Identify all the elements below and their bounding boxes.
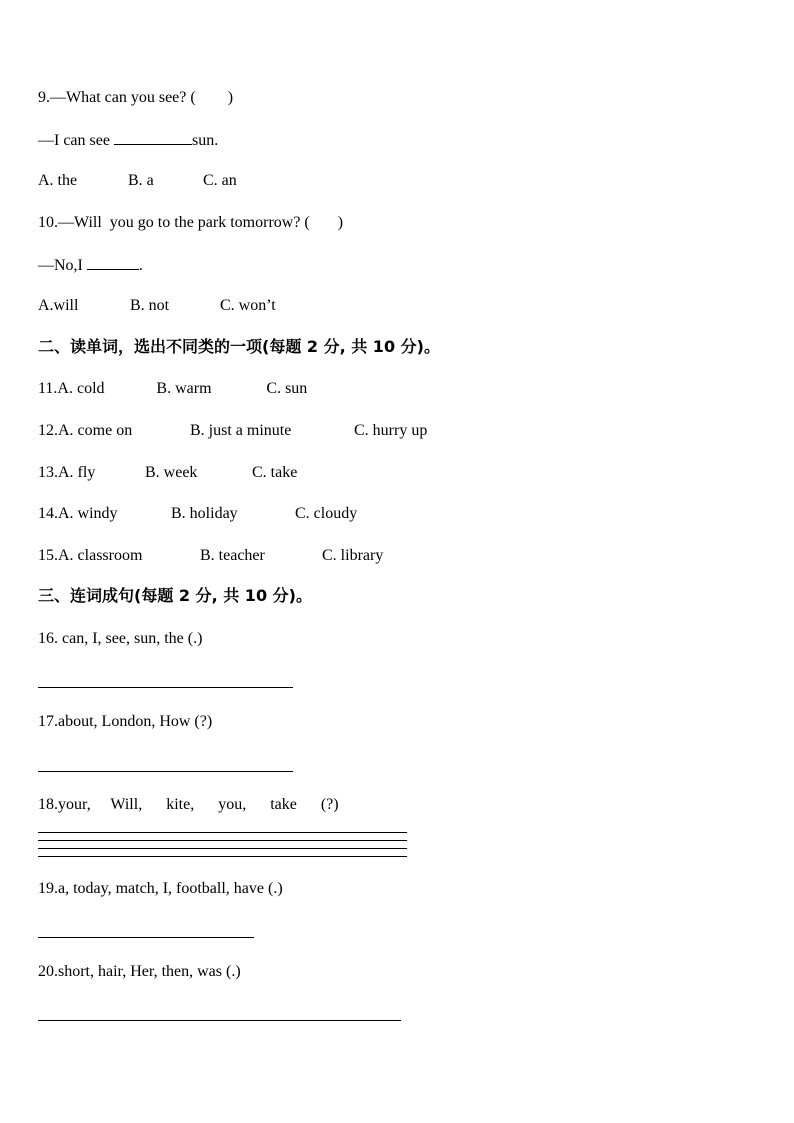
question-number: 12. xyxy=(38,422,58,439)
option-c[interactable]: C. cloudy xyxy=(295,505,358,522)
option-c[interactable]: C. an xyxy=(203,172,237,189)
question-15 xyxy=(38,546,383,566)
question-12 xyxy=(38,421,427,441)
answer-line[interactable] xyxy=(38,937,254,938)
option-c[interactable]: C. sun xyxy=(266,380,308,397)
question-14 xyxy=(38,504,357,524)
answer-line[interactable] xyxy=(38,840,407,841)
question-number: 14. xyxy=(38,505,58,522)
answer-line[interactable] xyxy=(38,1020,401,1021)
answer-prefix: —No,I xyxy=(38,257,83,274)
answer-prefix: —I can see xyxy=(38,132,110,149)
option-a[interactable]: A.will xyxy=(38,297,79,314)
answer-line[interactable] xyxy=(38,832,407,833)
question-10-answer xyxy=(38,255,143,276)
option-a[interactable]: A. the xyxy=(38,172,78,189)
answer-blank[interactable] xyxy=(114,130,192,145)
question-9-answer xyxy=(38,130,218,151)
question-10: 10.—Will you go to the park tomorrow? ( ) xyxy=(38,214,344,231)
question-20: 20.short, hair, Her, then, was (.) xyxy=(38,963,241,980)
answer-line[interactable] xyxy=(38,771,293,772)
option-a[interactable]: A. classroom xyxy=(58,547,143,564)
option-a[interactable]: A. cold xyxy=(57,380,105,397)
section-3-heading: 三、连词成句(每题 2 分, 共 10 分)。 xyxy=(38,586,312,605)
question-number: 15. xyxy=(38,547,58,564)
option-b[interactable]: B. week xyxy=(145,464,198,481)
option-b[interactable]: B. holiday xyxy=(171,505,238,522)
answer-line[interactable] xyxy=(38,856,407,857)
option-b[interactable]: B. not xyxy=(130,297,170,314)
answer-line[interactable] xyxy=(38,687,293,688)
option-a[interactable]: A. come on xyxy=(58,422,133,439)
answer-blank[interactable] xyxy=(87,255,139,270)
question-9: 9.—What can you see? ( ) xyxy=(38,89,234,106)
question-9-options xyxy=(38,171,237,191)
option-c[interactable]: C. library xyxy=(322,547,384,564)
option-c[interactable]: C. hurry up xyxy=(354,422,428,439)
question-number: 11. xyxy=(38,380,58,397)
option-b[interactable]: B. teacher xyxy=(200,547,265,564)
answer-suffix: sun. xyxy=(191,132,219,149)
option-b[interactable]: B. just a minute xyxy=(190,422,292,439)
question-number: 13. xyxy=(38,464,58,481)
section-2-heading: 二、读单词，选出不同类的一项(每题 2 分, 共 10 分)。 xyxy=(38,337,440,356)
option-c[interactable]: C. won’t xyxy=(220,297,276,314)
question-11 xyxy=(38,379,307,399)
option-c[interactable]: C. take xyxy=(252,464,298,481)
option-a[interactable]: A. windy xyxy=(58,505,118,522)
question-18: 18.your, Will, kite, you, take (?) xyxy=(38,796,339,813)
question-17: 17.about, London, How (?) xyxy=(38,713,213,730)
option-a[interactable]: A. fly xyxy=(58,464,96,481)
option-b[interactable]: B. warm xyxy=(156,380,212,397)
question-10-options xyxy=(38,296,276,316)
answer-line[interactable] xyxy=(38,848,407,849)
option-b[interactable]: B. a xyxy=(128,172,154,189)
question-16: 16. can, I, see, sun, the (.) xyxy=(38,630,203,647)
question-19: 19.a, today, match, I, football, have (.) xyxy=(38,880,283,897)
question-13 xyxy=(38,463,297,483)
answer-suffix: . xyxy=(138,257,143,274)
